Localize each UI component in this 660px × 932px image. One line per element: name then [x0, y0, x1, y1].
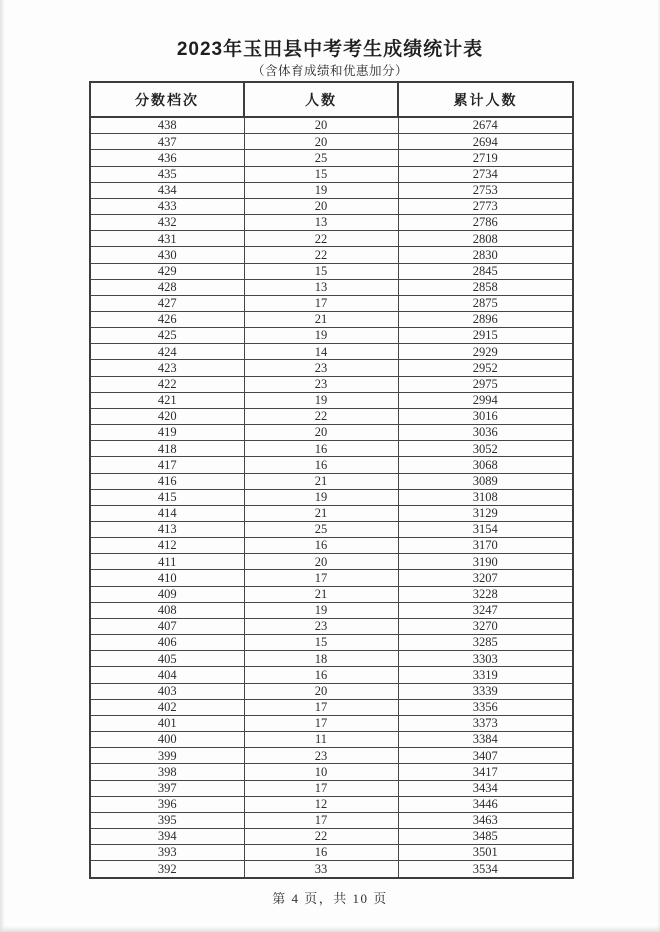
table-cell: 16 — [244, 538, 398, 554]
table-cell: 427 — [90, 295, 244, 311]
table-cell: 405 — [90, 651, 244, 667]
table-row — [90, 780, 573, 796]
table-row — [90, 263, 573, 279]
table-row — [90, 392, 573, 408]
table-cell: 17 — [244, 295, 398, 311]
table-cell: 430 — [90, 247, 244, 263]
table-cell: 16 — [244, 845, 398, 861]
table-cell: 3170 — [398, 538, 573, 554]
table-cell: 22 — [244, 828, 398, 844]
table-cell: 3270 — [398, 618, 573, 634]
score-statistics-table — [89, 81, 574, 879]
table-row — [90, 812, 573, 828]
table-cell: 397 — [90, 780, 244, 796]
table-cell: 433 — [90, 198, 244, 214]
table-cell: 22 — [244, 231, 398, 247]
table-cell: 3052 — [398, 441, 573, 457]
table-cell: 392 — [90, 861, 244, 878]
table-header-row — [90, 82, 573, 117]
table-row — [90, 602, 573, 618]
table-cell: 402 — [90, 699, 244, 715]
table-cell: 3463 — [398, 812, 573, 828]
table-row — [90, 166, 573, 182]
table-cell: 403 — [90, 683, 244, 699]
table-cell: 3108 — [398, 489, 573, 505]
table-cell: 394 — [90, 828, 244, 844]
table-cell: 2975 — [398, 376, 573, 392]
table-cell: 401 — [90, 715, 244, 731]
table-cell: 435 — [90, 166, 244, 182]
table-row — [90, 651, 573, 667]
table-cell: 3534 — [398, 861, 573, 878]
table-cell: 2694 — [398, 134, 573, 150]
table-row — [90, 586, 573, 602]
table-row — [90, 344, 573, 360]
table-row — [90, 554, 573, 570]
table-cell: 406 — [90, 635, 244, 651]
table-row — [90, 667, 573, 683]
table-row — [90, 635, 573, 651]
table-cell: 19 — [244, 602, 398, 618]
table-cell: 2674 — [398, 117, 573, 134]
table-cell: 2929 — [398, 344, 573, 360]
table-cell: 3501 — [398, 845, 573, 861]
table-cell: 16 — [244, 667, 398, 683]
table-cell: 2896 — [398, 311, 573, 327]
table-cell: 17 — [244, 812, 398, 828]
table-cell: 22 — [244, 247, 398, 263]
table-cell: 2915 — [398, 328, 573, 344]
table-row — [90, 408, 573, 424]
table-cell: 20 — [244, 134, 398, 150]
table-cell: 407 — [90, 618, 244, 634]
table-cell: 429 — [90, 263, 244, 279]
table-cell: 21 — [244, 586, 398, 602]
table-cell: 23 — [244, 748, 398, 764]
table-cell: 15 — [244, 166, 398, 182]
column-header-cumulative-count: 累计人数 — [398, 82, 573, 117]
table-cell: 3068 — [398, 457, 573, 473]
table-cell: 12 — [244, 796, 398, 812]
table-row — [90, 295, 573, 311]
table-row — [90, 683, 573, 699]
table-row — [90, 748, 573, 764]
table-cell: 20 — [244, 198, 398, 214]
table-cell: 410 — [90, 570, 244, 586]
table-cell: 3247 — [398, 602, 573, 618]
table-row — [90, 247, 573, 263]
table-cell: 3434 — [398, 780, 573, 796]
table-cell: 21 — [244, 473, 398, 489]
table-cell: 404 — [90, 667, 244, 683]
table-cell: 416 — [90, 473, 244, 489]
page-edge-left — [0, 0, 5, 932]
table-cell: 418 — [90, 441, 244, 457]
table-cell: 3228 — [398, 586, 573, 602]
table-cell: 17 — [244, 715, 398, 731]
table-cell: 422 — [90, 376, 244, 392]
table-cell: 17 — [244, 780, 398, 796]
table-cell: 437 — [90, 134, 244, 150]
table-row — [90, 457, 573, 473]
table-cell: 19 — [244, 328, 398, 344]
table-cell: 22 — [244, 408, 398, 424]
table-row — [90, 279, 573, 295]
table-cell: 3190 — [398, 554, 573, 570]
table-row — [90, 861, 573, 878]
table-row — [90, 425, 573, 441]
table-cell: 3339 — [398, 683, 573, 699]
table-cell: 3303 — [398, 651, 573, 667]
table-row — [90, 231, 573, 247]
table-row — [90, 360, 573, 376]
table-cell: 21 — [244, 311, 398, 327]
table-row — [90, 150, 573, 166]
table-cell: 428 — [90, 279, 244, 295]
table-cell: 3154 — [398, 522, 573, 538]
table-row — [90, 764, 573, 780]
table-row — [90, 618, 573, 634]
table-row — [90, 522, 573, 538]
table-row — [90, 441, 573, 457]
table-cell: 19 — [244, 182, 398, 198]
table-row — [90, 828, 573, 844]
table-cell: 432 — [90, 215, 244, 231]
table-cell: 438 — [90, 117, 244, 134]
page-edge-bottom — [0, 926, 660, 932]
table-row — [90, 505, 573, 521]
table-cell: 431 — [90, 231, 244, 247]
table-row — [90, 134, 573, 150]
table-cell: 426 — [90, 311, 244, 327]
page-number: 第 4 页，共 10 页 — [272, 891, 388, 906]
table-row — [90, 198, 573, 214]
table-cell: 3285 — [398, 635, 573, 651]
table-cell: 19 — [244, 392, 398, 408]
table-cell: 21 — [244, 505, 398, 521]
table-cell: 3407 — [398, 748, 573, 764]
table-cell: 2719 — [398, 150, 573, 166]
table-cell: 17 — [244, 699, 398, 715]
table-cell: 3207 — [398, 570, 573, 586]
table-cell: 424 — [90, 344, 244, 360]
table-cell: 408 — [90, 602, 244, 618]
table-cell: 412 — [90, 538, 244, 554]
table-cell: 400 — [90, 732, 244, 748]
table-cell: 2952 — [398, 360, 573, 376]
table-cell: 414 — [90, 505, 244, 521]
table-cell: 25 — [244, 150, 398, 166]
table-cell: 434 — [90, 182, 244, 198]
table-cell: 413 — [90, 522, 244, 538]
table-cell: 419 — [90, 425, 244, 441]
table-cell: 2994 — [398, 392, 573, 408]
table-cell: 409 — [90, 586, 244, 602]
table-row — [90, 845, 573, 861]
table-row — [90, 732, 573, 748]
table-cell: 420 — [90, 408, 244, 424]
table-cell: 2786 — [398, 215, 573, 231]
table-cell: 19 — [244, 489, 398, 505]
column-header-count: 人数 — [244, 82, 398, 117]
table-cell: 3089 — [398, 473, 573, 489]
table-row — [90, 473, 573, 489]
table-row — [90, 182, 573, 198]
table-cell: 3356 — [398, 699, 573, 715]
table-cell: 423 — [90, 360, 244, 376]
table-cell: 16 — [244, 441, 398, 457]
table-cell: 2858 — [398, 279, 573, 295]
table-row — [90, 538, 573, 554]
table-cell: 23 — [244, 360, 398, 376]
table-cell: 25 — [244, 522, 398, 538]
table-cell: 14 — [244, 344, 398, 360]
table-cell: 3319 — [398, 667, 573, 683]
table-cell: 3384 — [398, 732, 573, 748]
table-cell: 2808 — [398, 231, 573, 247]
table-cell: 411 — [90, 554, 244, 570]
table-cell: 13 — [244, 279, 398, 295]
table-cell: 13 — [244, 215, 398, 231]
table-cell: 436 — [90, 150, 244, 166]
table-row — [90, 215, 573, 231]
table-cell: 2734 — [398, 166, 573, 182]
table-cell: 20 — [244, 425, 398, 441]
table-cell: 415 — [90, 489, 244, 505]
table-cell: 18 — [244, 651, 398, 667]
column-header-score-level: 分数档次 — [90, 82, 244, 117]
table-cell: 17 — [244, 570, 398, 586]
table-cell: 421 — [90, 392, 244, 408]
table-row — [90, 376, 573, 392]
table-row — [90, 715, 573, 731]
table-cell: 3446 — [398, 796, 573, 812]
table-cell: 417 — [90, 457, 244, 473]
table-row — [90, 699, 573, 715]
table-row — [90, 489, 573, 505]
table-cell: 2753 — [398, 182, 573, 198]
table-cell: 20 — [244, 117, 398, 134]
table-cell: 15 — [244, 263, 398, 279]
table-cell: 15 — [244, 635, 398, 651]
table-cell: 3036 — [398, 425, 573, 441]
table-cell: 10 — [244, 764, 398, 780]
table-row — [90, 570, 573, 586]
table-cell: 2845 — [398, 263, 573, 279]
table-cell: 16 — [244, 457, 398, 473]
table-cell: 11 — [244, 732, 398, 748]
table-row — [90, 117, 573, 134]
table-cell: 398 — [90, 764, 244, 780]
table-cell: 20 — [244, 683, 398, 699]
table-cell: 2830 — [398, 247, 573, 263]
table-cell: 20 — [244, 554, 398, 570]
page-subtitle: （含体育成绩和优惠加分） — [251, 64, 408, 78]
table-cell: 23 — [244, 376, 398, 392]
table-cell: 395 — [90, 812, 244, 828]
table-cell: 3373 — [398, 715, 573, 731]
table-cell: 396 — [90, 796, 244, 812]
table-cell: 2875 — [398, 295, 573, 311]
table-cell: 3485 — [398, 828, 573, 844]
table-row — [90, 328, 573, 344]
table-cell: 3016 — [398, 408, 573, 424]
table-cell: 23 — [244, 618, 398, 634]
table-cell: 3129 — [398, 505, 573, 521]
table-cell: 33 — [244, 861, 398, 878]
table-cell: 2773 — [398, 198, 573, 214]
table-row — [90, 796, 573, 812]
table-cell: 393 — [90, 845, 244, 861]
table-cell: 425 — [90, 328, 244, 344]
table-row — [90, 311, 573, 327]
table-cell: 399 — [90, 748, 244, 764]
table-cell: 3417 — [398, 764, 573, 780]
page-title: 2023年玉田县中考考生成绩统计表 — [176, 39, 484, 60]
